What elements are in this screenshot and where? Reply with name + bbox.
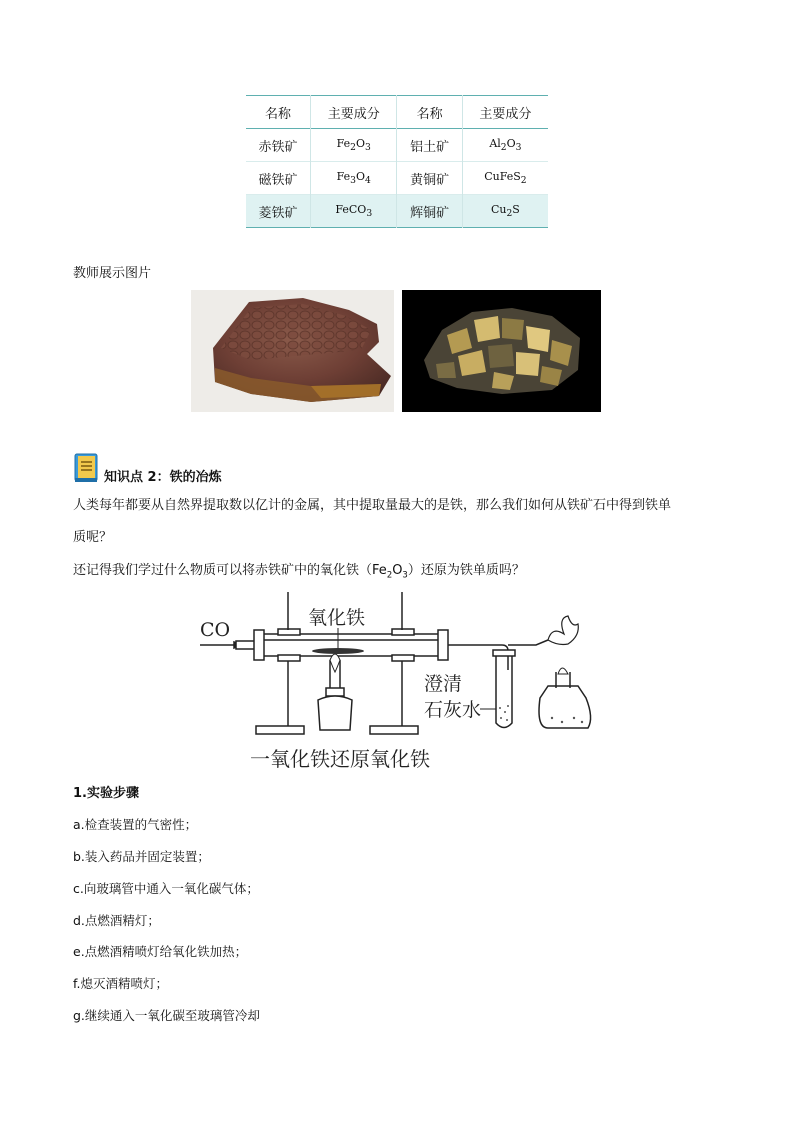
- list-item: b.装入药品并固定装置；: [73, 849, 210, 864]
- header-name-1: 名称: [246, 96, 310, 129]
- list-item: f.熄灭酒精喷灯；: [73, 976, 168, 991]
- ore-name: 辉铜矿: [397, 195, 462, 228]
- paragraph-line: 质呢？: [73, 530, 113, 545]
- steps-list: [73, 816, 260, 1039]
- list-item: e.点燃酒精喷灯给氧化铁加热；: [73, 944, 248, 959]
- oxide-label: 氧化铁: [308, 607, 366, 629]
- header-component-1: 主要成分: [310, 96, 397, 129]
- paragraph-line: 人类每年都要从自然界提取数以亿计的金属，其中提取量最大的是铁，那么我们如何从铁矿石中得到铁单: [73, 498, 672, 513]
- limewater-label-line2: 石灰水: [424, 699, 482, 721]
- co-label: CO: [200, 619, 231, 641]
- ore-name: 磁铁矿: [246, 162, 310, 195]
- list-item: a.检查装置的气密性；: [73, 817, 198, 832]
- ore-name: 铝土矿: [397, 129, 462, 162]
- table-header-row: [246, 96, 548, 129]
- ore-formula: CuFeS$_2$: [484, 169, 527, 187]
- ore-formula: FeCO$_3$: [310, 195, 397, 228]
- diagram-caption: 一氧化铁还原氧化铁: [250, 747, 430, 771]
- intro-paragraph: [73, 490, 733, 554]
- question-text: 还记得我们学过什么物质可以将赤铁矿中的氧化铁$(Fe_2O_3)$还原为铁单质吗？: [73, 563, 525, 581]
- pyrite-photo: [402, 290, 601, 412]
- ore-table: [246, 95, 548, 228]
- header-component-2: 主要成分: [479, 106, 532, 122]
- apparatus-diagram: [196, 588, 596, 773]
- ore-formula: $Cu_2S$: [490, 202, 520, 220]
- ore-formula: $Al_2O_3$: [489, 136, 522, 154]
- limewater-label-line1: 澄清: [424, 673, 463, 695]
- ore-formula: $Fe_2O_3$: [310, 129, 397, 162]
- list-item: g.继续通入一氧化碳至玻璃管冷却: [73, 1008, 260, 1023]
- ore-name: 赤铁矿: [246, 129, 310, 162]
- list-item: c.向玻璃管中通入一氧化碳气体；: [73, 881, 259, 896]
- ore-name: 菱铁矿: [246, 195, 310, 228]
- ore-name: 黄铜矿: [397, 162, 462, 195]
- hematite-photo: [191, 290, 394, 412]
- knowledge-heading: 知识点 2：铁的冶炼: [104, 470, 222, 485]
- teacher-caption: 教师展示图片: [73, 266, 152, 281]
- table-row: [246, 195, 548, 228]
- book-icon: [73, 452, 101, 484]
- ore-formula: $Fe_3O_4$: [310, 162, 397, 195]
- table-row: [246, 162, 548, 195]
- steps-heading: 1.实验步骤: [73, 786, 139, 801]
- table-row: [246, 129, 548, 162]
- header-name-2: 名称: [397, 96, 462, 129]
- list-item: d.点燃酒精灯；: [73, 913, 160, 928]
